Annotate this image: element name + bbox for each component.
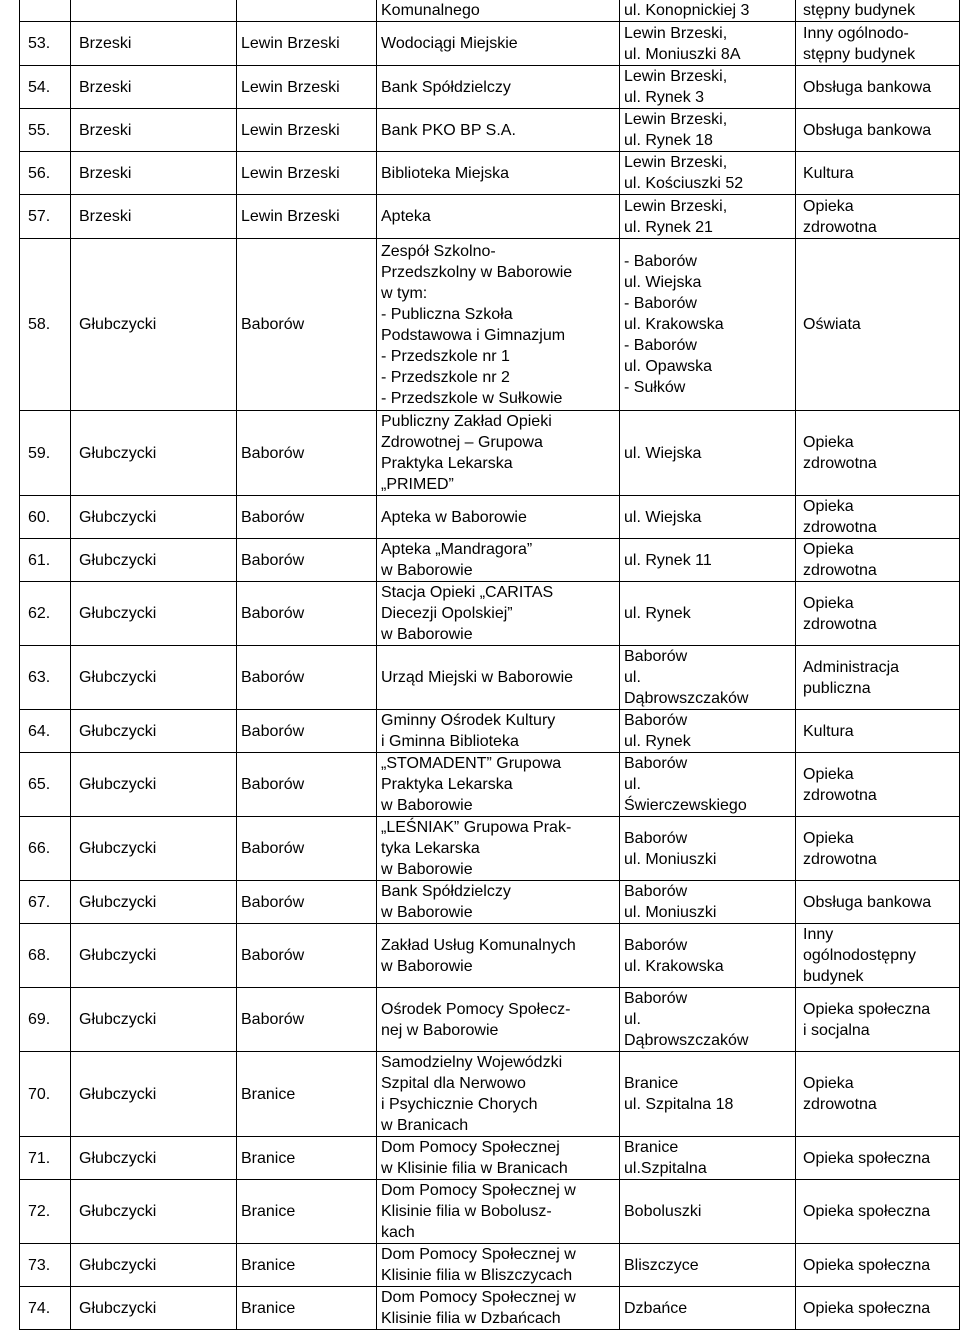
gmina-cell: Branice [237, 1287, 377, 1330]
table-row [20, 1137, 960, 1180]
row-number: 63. [20, 646, 71, 710]
table-row [20, 881, 960, 924]
address-cell: Bliszczyce [620, 1244, 796, 1287]
table-row [20, 710, 960, 753]
powiat-cell: Głubczycki [71, 1137, 237, 1180]
address-cell: Baborów ul. Moniuszki [620, 817, 796, 881]
row-number: 73. [20, 1244, 71, 1287]
gmina-cell: Branice [237, 1244, 377, 1287]
gmina-cell [237, 0, 377, 22]
row-number: 61. [20, 539, 71, 582]
row-number: 56. [20, 152, 71, 195]
category-cell: Opieka zdrowotna [796, 582, 960, 646]
facility-name-cell: Stacja Opieki „CARITAS Diecezji Opolskiej” w Baborowie [377, 582, 620, 646]
table-row [20, 646, 960, 710]
gmina-cell: Baborów [237, 988, 377, 1052]
gmina-cell: Lewin Brzeski [237, 195, 377, 239]
address-cell: Dzbańce [620, 1287, 796, 1330]
facility-name-cell: Ośrodek Pomocy Społecz- nej w Baborowie [377, 988, 620, 1052]
facility-name-cell: „LEŚNIAK” Grupowa Prak- tyka Lekarska w Baborowie [377, 817, 620, 881]
address-cell: Baborów ul. Dąbrowszczaków [620, 646, 796, 710]
facility-name-cell: Dom Pomocy Społecznej w Klisinie filia w Bobolusz- kach [377, 1180, 620, 1244]
row-number: 59. [20, 411, 71, 496]
facility-name-cell: Zakład Usług Komunalnych w Baborowie [377, 924, 620, 988]
table-row [20, 496, 960, 539]
address-cell: Boboluszki [620, 1180, 796, 1244]
facility-name-cell: Wodociągi Miejskie [377, 22, 620, 66]
row-number [20, 0, 71, 22]
table-row [20, 239, 960, 411]
address-cell: Lewin Brzeski, ul. Kościuszki 52 [620, 152, 796, 195]
table-row [20, 1052, 960, 1137]
category-cell: Oświata [796, 239, 960, 411]
category-cell: Inny ogólnodostępny budynek [796, 924, 960, 988]
address-cell: ul. Konopnickiej 3 [620, 0, 796, 22]
category-cell: Opieka społeczna [796, 1180, 960, 1244]
category-cell: Opieka zdrowotna [796, 496, 960, 539]
powiat-cell: Głubczycki [71, 582, 237, 646]
category-cell: Opieka zdrowotna [796, 411, 960, 496]
category-cell: Kultura [796, 710, 960, 753]
powiat-cell: Głubczycki [71, 1052, 237, 1137]
facility-name-cell: Bank Spółdzielczy [377, 66, 620, 109]
gmina-cell: Lewin Brzeski [237, 22, 377, 66]
gmina-cell: Branice [237, 1137, 377, 1180]
powiat-cell: Głubczycki [71, 1180, 237, 1244]
table-body [20, 0, 960, 1330]
gmina-cell: Baborów [237, 710, 377, 753]
address-cell: - Baborów ul. Wiejska - Baborów ul. Krakowska - Baborów ul. Opawska - Sułków [620, 239, 796, 411]
table-row [20, 0, 960, 22]
powiat-cell: Głubczycki [71, 1287, 237, 1330]
table-row [20, 924, 960, 988]
address-cell: ul. Rynek 11 [620, 539, 796, 582]
address-cell: Baborów ul. Świerczewskiego [620, 753, 796, 817]
facility-name-cell: Dom Pomocy Społecznej w Klisinie filia w Dzbańcach [377, 1287, 620, 1330]
category-cell: Obsługa bankowa [796, 881, 960, 924]
table-row [20, 22, 960, 66]
facility-name-cell: „STOMADENT” Grupowa Praktyka Lekarska w Baborowie [377, 753, 620, 817]
address-cell: Baborów ul. Moniuszki [620, 881, 796, 924]
category-cell: Administracja publiczna [796, 646, 960, 710]
table-row [20, 195, 960, 239]
facility-name-cell: Apteka w Baborowie [377, 496, 620, 539]
powiat-cell: Brzeski [71, 109, 237, 152]
address-cell: ul. Rynek [620, 582, 796, 646]
address-cell: Lewin Brzeski, ul. Rynek 3 [620, 66, 796, 109]
row-number: 53. [20, 22, 71, 66]
powiat-cell: Brzeski [71, 22, 237, 66]
row-number: 70. [20, 1052, 71, 1137]
category-cell: Opieka społeczna [796, 1244, 960, 1287]
powiat-cell: Głubczycki [71, 817, 237, 881]
facility-name-cell: Komunalnego [377, 0, 620, 22]
row-number: 69. [20, 988, 71, 1052]
powiat-cell: Brzeski [71, 152, 237, 195]
category-cell: Obsługa bankowa [796, 66, 960, 109]
powiat-cell: Głubczycki [71, 411, 237, 496]
facilities-table [19, 0, 960, 1330]
gmina-cell: Lewin Brzeski [237, 109, 377, 152]
address-cell: Lewin Brzeski, ul. Rynek 21 [620, 195, 796, 239]
powiat-cell: Głubczycki [71, 753, 237, 817]
facility-name-cell: Urząd Miejski w Baborowie [377, 646, 620, 710]
category-cell: Opieka społeczna [796, 1137, 960, 1180]
table-row [20, 152, 960, 195]
table-row [20, 988, 960, 1052]
facility-name-cell: Bank PKO BP S.A. [377, 109, 620, 152]
address-cell: Baborów ul. Rynek [620, 710, 796, 753]
facility-name-cell: Apteka [377, 195, 620, 239]
table-row [20, 753, 960, 817]
address-cell: Baborów ul. Krakowska [620, 924, 796, 988]
table-row [20, 582, 960, 646]
powiat-cell: Głubczycki [71, 988, 237, 1052]
facility-name-cell: Samodzielny Wojewódzki Szpital dla Nerwowo i Psychicznie Chorych w Branicach [377, 1052, 620, 1137]
row-number: 66. [20, 817, 71, 881]
table-row [20, 1244, 960, 1287]
powiat-cell: Głubczycki [71, 924, 237, 988]
gmina-cell: Branice [237, 1052, 377, 1137]
category-cell: stępny budynek [796, 0, 960, 22]
category-cell: Opieka zdrowotna [796, 817, 960, 881]
gmina-cell: Lewin Brzeski [237, 66, 377, 109]
gmina-cell: Baborów [237, 496, 377, 539]
gmina-cell: Baborów [237, 881, 377, 924]
table-row [20, 539, 960, 582]
powiat-cell: Głubczycki [71, 710, 237, 753]
row-number: 58. [20, 239, 71, 411]
category-cell: Opieka zdrowotna [796, 539, 960, 582]
powiat-cell: Głubczycki [71, 646, 237, 710]
powiat-cell: Głubczycki [71, 496, 237, 539]
powiat-cell: Brzeski [71, 66, 237, 109]
category-cell: Opieka zdrowotna [796, 753, 960, 817]
table-row [20, 109, 960, 152]
table-row [20, 411, 960, 496]
row-number: 57. [20, 195, 71, 239]
facility-name-cell: Biblioteka Miejska [377, 152, 620, 195]
row-number: 55. [20, 109, 71, 152]
category-cell: Inny ogólnodo- stępny budynek [796, 22, 960, 66]
category-cell: Obsługa bankowa [796, 109, 960, 152]
facility-name-cell: Dom Pomocy Społecznej w Klisinie filia w Branicach [377, 1137, 620, 1180]
category-cell: Opieka społeczna i socjalna [796, 988, 960, 1052]
row-number: 67. [20, 881, 71, 924]
row-number: 64. [20, 710, 71, 753]
address-cell: Branice ul. Szpitalna 18 [620, 1052, 796, 1137]
row-number: 72. [20, 1180, 71, 1244]
powiat-cell: Głubczycki [71, 1244, 237, 1287]
row-number: 68. [20, 924, 71, 988]
address-cell: Baborów ul. Dąbrowszczaków [620, 988, 796, 1052]
row-number: 60. [20, 496, 71, 539]
row-number: 62. [20, 582, 71, 646]
table-row [20, 817, 960, 881]
gmina-cell: Baborów [237, 239, 377, 411]
facility-name-cell: Gminny Ośrodek Kultury i Gminna Biblioteka [377, 710, 620, 753]
powiat-cell: Głubczycki [71, 239, 237, 411]
powiat-cell [71, 0, 237, 22]
address-cell: Lewin Brzeski, ul. Rynek 18 [620, 109, 796, 152]
powiat-cell: Brzeski [71, 195, 237, 239]
gmina-cell: Branice [237, 1180, 377, 1244]
gmina-cell: Baborów [237, 817, 377, 881]
powiat-cell: Głubczycki [71, 539, 237, 582]
gmina-cell: Baborów [237, 924, 377, 988]
facility-name-cell: Publiczny Zakład Opieki Zdrowotnej – Grupowa Praktyka Lekarska „PRIMED” [377, 411, 620, 496]
address-cell: Lewin Brzeski, ul. Moniuszki 8A [620, 22, 796, 66]
category-cell: Opieka społeczna [796, 1287, 960, 1330]
facility-name-cell: Apteka „Mandragora” w Baborowie [377, 539, 620, 582]
gmina-cell: Baborów [237, 646, 377, 710]
address-cell: Branice ul.Szpitalna [620, 1137, 796, 1180]
gmina-cell: Baborów [237, 753, 377, 817]
address-cell: ul. Wiejska [620, 411, 796, 496]
address-cell: ul. Wiejska [620, 496, 796, 539]
table-row [20, 66, 960, 109]
category-cell: Opieka zdrowotna [796, 1052, 960, 1137]
table-row [20, 1180, 960, 1244]
gmina-cell: Baborów [237, 411, 377, 496]
facility-name-cell: Zespół Szkolno- Przedszkolny w Baborowie w tym: - Publiczna Szkoła Podstawowa i Gimnazjum - Przedszkole nr 1 - Przedszkole nr 2 - Przedszkole w Sułkowie [377, 239, 620, 411]
row-number: 71. [20, 1137, 71, 1180]
facility-name-cell: Bank Spółdzielczy w Baborowie [377, 881, 620, 924]
facility-name-cell: Dom Pomocy Społecznej w Klisinie filia w Bliszczycach [377, 1244, 620, 1287]
row-number: 65. [20, 753, 71, 817]
gmina-cell: Baborów [237, 582, 377, 646]
table-row [20, 1287, 960, 1330]
gmina-cell: Baborów [237, 539, 377, 582]
powiat-cell: Głubczycki [71, 881, 237, 924]
gmina-cell: Lewin Brzeski [237, 152, 377, 195]
category-cell: Opieka zdrowotna [796, 195, 960, 239]
row-number: 74. [20, 1287, 71, 1330]
row-number: 54. [20, 66, 71, 109]
category-cell: Kultura [796, 152, 960, 195]
